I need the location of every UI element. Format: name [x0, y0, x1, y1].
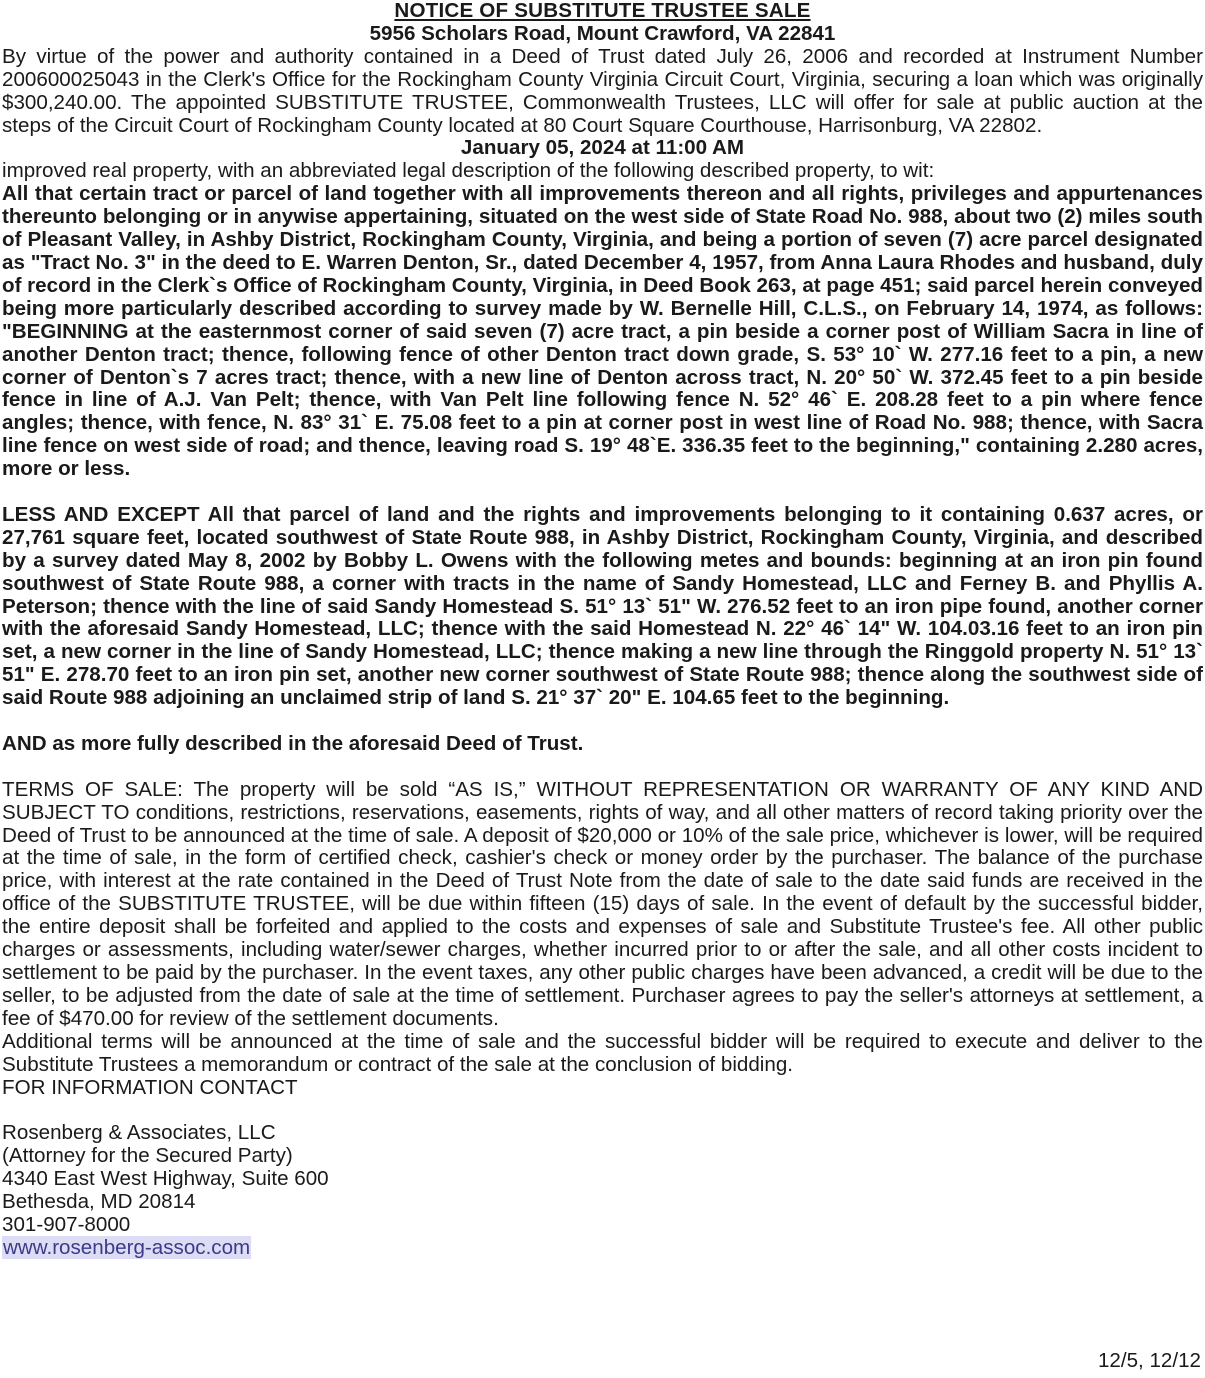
contact-role: (Attorney for the Secured Party) — [2, 1144, 293, 1168]
contact-phone: 301-907-8000 — [2, 1212, 131, 1236]
property-address: 5956 Scholars Road, Mount Crawford, VA 22841 — [369, 21, 836, 45]
sale-date: January 05, 2024 at 11:00 AM — [460, 136, 745, 160]
additional-terms: Additional terms will be announced at the time of sale and the successful bidder will be required to execute and deliver to the Substitute Trustees a memorandum or contract of the sale at the conclusion of bidding. — [2, 1029, 1203, 1076]
paragraph-spacer — [2, 710, 1203, 733]
property-lead: improved real property, with an abbreviated legal description of the following described property, to wit: — [2, 159, 935, 183]
paragraph-spacer — [2, 1099, 1203, 1122]
contact-website-link[interactable]: www.rosenberg-assoc.com — [3, 1235, 251, 1259]
contact-city: Bethesda, MD 20814 — [2, 1190, 196, 1214]
trustee-sale-notice — [2, 0, 1203, 1260]
deed-reference: AND as more fully described in the aforesaid Deed of Trust. — [2, 731, 584, 755]
terms-of-sale: TERMS OF SALE: The property will be sold “AS IS,” WITHOUT REPRESENTATION OR WARRANTY OF ANY KIND AND SUBJECT TO conditions, restrictions, reservations, easements, rights of way, and all other matters of record taking priority over the Deed of Trust to be announced at the time of sale. A deposit of $20,000 or 10% of the sale price, whichever is lower, will be required at the time of sale, in the form of certified check, cashier's check or money order by the purchaser. The balance of the purchase price, with interest at the rate contained in the Deed of Trust Note from the date of sale to the date said funds are received in the office of the SUBSTITUTE TRUSTEE, will be due within fifteen (15) days of sale. In the event of default by the successful bidder, the entire deposit shall be forfeited and applied to the costs and expenses of sale and Substitute Trustee's fee. All other public charges or assessments, including water/sewer charges, whether incurred prior to or after the sale, and all other costs incident to settlement to be paid by the purchaser. In the event taxes, any other public charges have been advanced, a credit will be due to the seller, to be adjusted from the date of sale at the time of settlement. Purchaser agrees to pay the seller's attorneys at settlement, a fee of $470.00 for review of the settlement documents. — [2, 777, 1203, 1030]
paragraph-spacer — [2, 756, 1203, 779]
paragraph-spacer — [2, 481, 1203, 504]
less-and-except: LESS AND EXCEPT All that parcel of land and the rights and improvements belonging to it containing 0.637 acres, or 27,761 square feet, located southwest of State Route 988, in Ashby District, Rockingham County, Virginia, and described by a survey dated May 8, 2002 by Bobby L. Owens with the following metes and bounds: beginning at an iron pin found southwest of State Route 988, a corner with tracts in the name of Sandy Homestead, LLC and Ferney B. and Phyllis A. Peterson; thence with the line of said Sandy Homestead S. 51° 13` 51" W. 276.52 feet to an iron pipe found, another corner with the aforesaid Sandy Homestead, LLC; thence with the said Homestead N. 22° 46` 14" W. 104.03.16 feet to an iron pin set, a new corner in the line of Sandy Homestead, LLC; thence making a new line through the Ringgold property N. 51° 13` 51" E. 278.70 feet to an iron pin set, another new corner southwest of State Route 988; thence along the southwest side of said Route 988 adjoining an unclaimed strip of land S. 21° 37` 20" E. 104.65 feet to the beginning. — [2, 502, 1203, 710]
contact-firm: Rosenberg & Associates, LLC — [2, 1121, 276, 1145]
publication-dates: 12/5, 12/12 — [1097, 1349, 1201, 1372]
contact-street: 4340 East West Highway, Suite 600 — [2, 1167, 329, 1191]
intro-paragraph: By virtue of the power and authority contained in a Deed of Trust dated July 26, 2006 and recorded at Instrument Number 200600025043 in the Clerk's Office for the Rockingham County Virginia Circuit Court, Virginia, securing a loan which was originally $300,240.00. The appointed SUBSTITUTE TRUSTEE, Commonwealth Trustees, LLC will offer for sale at public auction at the steps of the Circuit Court of Rockingham County located at 80 Court Square Courthouse, Harrisonburg, VA 22802. — [2, 44, 1203, 137]
contact-heading: FOR INFORMATION CONTACT — [2, 1075, 298, 1099]
notice-title: NOTICE OF SUBSTITUTE TRUSTEE SALE — [394, 0, 811, 22]
legal-description: All that certain tract or parcel of land together with all improvements thereon and all rights, privileges and appurtenances thereunto belonging or in anywise appertaining, situated on the west side of State Road No. 988, about two (2) miles south of Pleasant Valley, in Ashby District, Rockingham County, Virginia, and being a portion of seven (7) acre parcel designated as "Tract No. 3" in the deed to E. Warren Denton, Sr., dated December 4, 1957, from Anna Laura Rhodes and husband, duly of record in the Clerk`s Office of Rockingham County, Virginia, in Deed Book 263, at page 451; said parcel herein conveyed being more particularly described according to survey made by W. Bernelle Hill, C.L.S., on February 14, 1974, as follows: "BEGINNING at the easternmost corner of said seven (7) acre tract, a pin beside a corner post of William Sacra in line of another Denton tract; thence, following fence of other Denton tract down grade, S. 53° 10` W. 277.16 feet to a pin, a new corner of Denton`s 7 acres tract; thence, with a new line of Denton across tract, N. 20° 50` W. 372.45 feet to a pin beside fence in line of A.J. Van Pelt; thence, with Van Pelt line following fence N. 52° 46` E. 208.28 feet to a pin where fence angles; thence, with fence, N. 83° 31` E. 75.08 feet to a pin at corner post in west line of Road No. 988; thence, with Sacra line fence on west side of road; and thence, leaving road S. 19° 48`E. 336.35 feet to the beginning," containing 2.280 acres, more or less. — [2, 182, 1203, 481]
contact-block — [2, 1122, 1203, 1259]
